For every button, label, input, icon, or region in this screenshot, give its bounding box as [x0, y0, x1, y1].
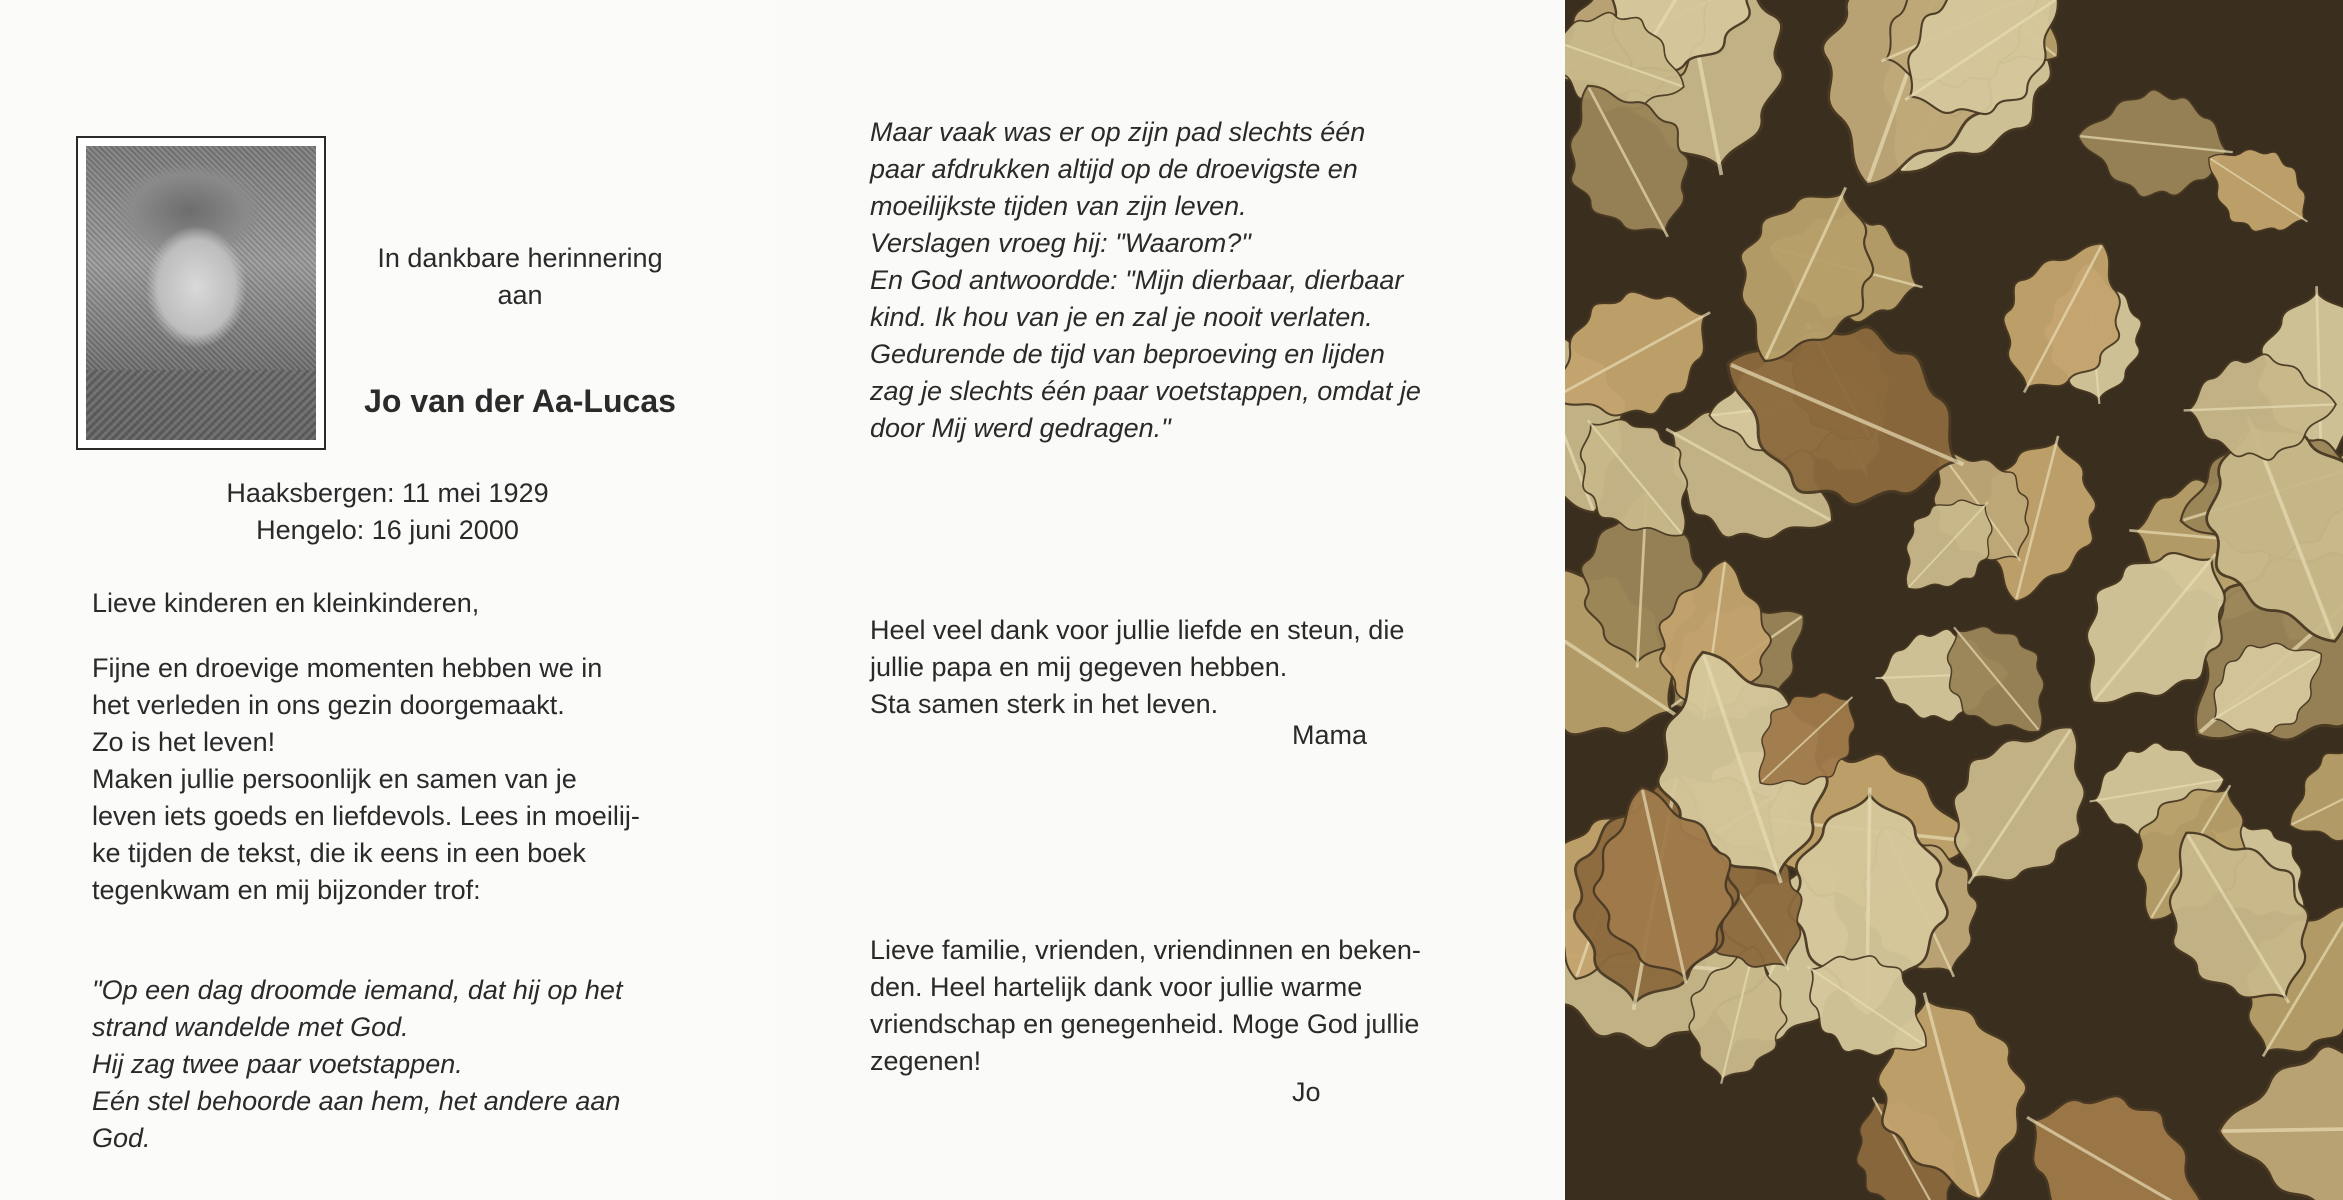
dedication-line-2: aan: [497, 280, 543, 310]
poem-line: Verslagen vroeg hij: "Waarom?": [870, 228, 1251, 258]
poem-line: Maar vaak was er op zijn pad slechts één: [870, 117, 1366, 147]
text-line: zegenen!: [870, 1046, 982, 1076]
text-line: Maken jullie persoonlijk en samen van je: [92, 764, 577, 794]
text-line: Lieve familie, vrienden, vriendinnen en beken-: [870, 935, 1421, 965]
signature-mama: Mama: [1292, 720, 1368, 750]
poem-line: zag je slechts één paar voetstappen, omdat je: [870, 376, 1421, 406]
poem-line: moeilijkste tijden van zijn leven.: [870, 191, 1247, 221]
portrait-image: [86, 146, 316, 440]
text-line: leven iets goeds en liefdevols. Lees in moeilij-: [92, 801, 640, 831]
signature-jo: Jo: [1292, 1077, 1321, 1107]
text-line: tegenkwam en mij bijzonder trof:: [92, 875, 481, 905]
text-line: Sta samen sterk in het leven.: [870, 689, 1219, 719]
thanks-family: [870, 932, 1462, 1080]
leaf-shape: [2218, 1044, 2343, 1200]
leaf-shape: [1992, 1056, 2240, 1200]
left-card-panel: [0, 0, 775, 1200]
poem-line: strand wandelde met God.: [92, 1012, 409, 1042]
text-line: vriendschap en genegenheid. Moge God jullie: [870, 1009, 1420, 1039]
text-line: den. Heel hartelijk dank voor jullie warme: [870, 972, 1363, 1002]
poem-line: paar afdrukken altijd op de droevigste en: [870, 154, 1358, 184]
leaf-shape: [2072, 82, 2238, 206]
poem-part-2: [870, 114, 1462, 447]
portrait-photo: [76, 136, 326, 450]
dedication-heading: [340, 240, 700, 314]
text-line: ke tijden de tekst, die ik eens in een boek: [92, 838, 586, 868]
poem-line: Hij zag twee paar voetstappen.: [92, 1049, 463, 1079]
thanks-children: [870, 612, 1462, 723]
text-line: Fijne en droevige momenten hebben we in: [92, 653, 603, 683]
death-date: Hengelo: 16 juni 2000: [256, 515, 519, 545]
text-line: het verleden in ons gezin doorgemaakt.: [92, 690, 565, 720]
poem-line: En God antwoordde: "Mijn dierbaar, dierbaar: [870, 265, 1404, 295]
poem-line: Eén stel behoorde aan hem, het andere aan: [92, 1086, 621, 1116]
poem-line: "Op een dag droomde iemand, dat hij op het: [92, 975, 623, 1005]
text-line: Zo is het leven!: [92, 727, 276, 757]
poem-line: door Mij werd gedragen.": [870, 413, 1171, 443]
birth-date: Haaksbergen: 11 mei 1929: [226, 478, 549, 508]
message-paragraph: [92, 650, 688, 909]
text-line: Heel veel dank voor jullie liefde en steun, die: [870, 615, 1405, 645]
deceased-name: Jo van der Aa-Lucas: [364, 383, 676, 419]
text-line: jullie papa en mij gegeven hebben.: [870, 652, 1288, 682]
poem-line: kind. Ik hou van je en zal je nooit verlaten.: [870, 302, 1373, 332]
poem-line: Gedurende de tijd van beproeving en lijden: [870, 339, 1385, 369]
autumn-leaves-image: [1565, 0, 2343, 1200]
salutation: Lieve kinderen en kleinkinderen,: [92, 588, 480, 618]
poem-part-1: [92, 972, 688, 1157]
poem-line: God.: [92, 1123, 151, 1153]
dedication-line-1: In dankbare herinnering: [377, 243, 663, 273]
leaves-photo-panel: [1565, 0, 2343, 1200]
